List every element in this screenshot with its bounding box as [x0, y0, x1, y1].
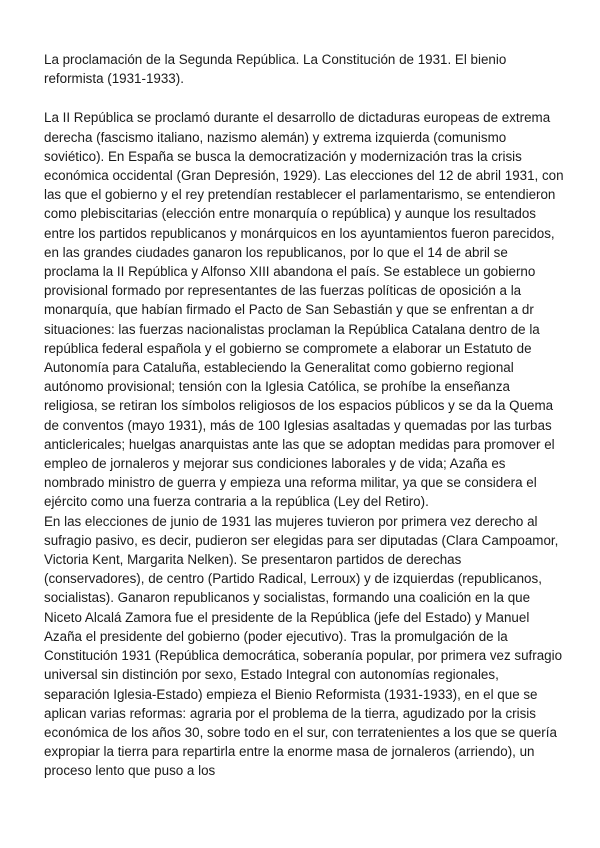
document-page	[44, 50, 564, 781]
document-title: La proclamación de la Segunda República. La Constitución de 1931. El bienio reformista (1931-1933).	[44, 52, 507, 87]
paragraph-proclamation: La II República se proclamó durante el desarrollo de dictaduras europeas de extrema derecha (fascismo italiano, nazismo alemán) y extrema izquierda (comunismo soviético). En España se busca la democratización y modernización tras la crisis económica occidental (Gran Depresión, 1929). Las elecciones del 12 de abril 1931, con las que el gobierno y el rey pretendían restablecer el parlamentarismo, se entendieron como plebiscitarias (elección entre monarquía o república) y aunque los resultados entre los partidos republicanos y monárquicos en los ayuntamientos fueron parecidos, en las grandes ciudades ganaron los republicanos, por lo que el 14 de abril se proclama la II República y Alfonso XIII abandona el país. Se establece un gobierno provisional formado por representantes de las fuerzas políticas de oposición a la monarquía, que habían firmado el Pacto de San Sebastián y que se enfrentan a dr situaciones: las fuerzas nacionalistas proclaman la República Catalana dentro de la república federal española y el gobierno se compromete a elaborar un Estatuto de Autonomía para Cataluña, estableciendo la Generalitat como gobierno regional autónomo provisional; tensión con la Iglesia Católica, se prohíbe la enseñanza religiosa, se retiran los símbolos religiosos de los espacios públicos y se da la Quema de conventos (mayo 1931), más de 100 Iglesias asaltadas y quemadas por las turbas anticlericales; huelgas anarquistas ante las que se adoptan medidas para promover el empleo de jornaleros y mejorar sus condiciones laborales y de vida; Azaña es nombrado ministro de guerra y empieza una reforma militar, ya que se considera el ejército como una fuerza contraria a la república (Ley del Retiro).	[44, 110, 564, 510]
paragraph-elections-1931: En las elecciones de junio de 1931 las mujeres tuvieron por primera vez derecho al sufragio pasivo, es decir, pudieron ser elegidas para ser diputadas (Clara Campoamor, Victoria Kent, Margarita Nelken). Se presentaron partidos de derechas (conservadores), de centro (Partido Radical, Lerroux) y de izquierdas (republicanos, socialistas). Ganaron republicanos y socialistas, formando una coalición en la que Niceto Alcalá Zamora fue el presidente de la República (jefe del Estado) y Manuel Azaña el presidente del gobierno (poder ejecutivo). Tras la promulgación de la Constitución 1931 (República democrática, soberanía popular, por primera vez sufragio universal sin distinción por sexo, Estado Integral con autonomías regionales, separación Iglesia-Estado) empieza el Bienio Reformista (1931-1933), en el que se aplican varias reformas: agraria por el problema de la tierra, agudizado por la crisis económica de los años 30, sobre todo en el sur, con terratenientes a los que se quería expropiar la tierra para repartirla entre la enorme masa de jornaleros (arriendo), un proceso lento que puso a los	[44, 513, 563, 779]
